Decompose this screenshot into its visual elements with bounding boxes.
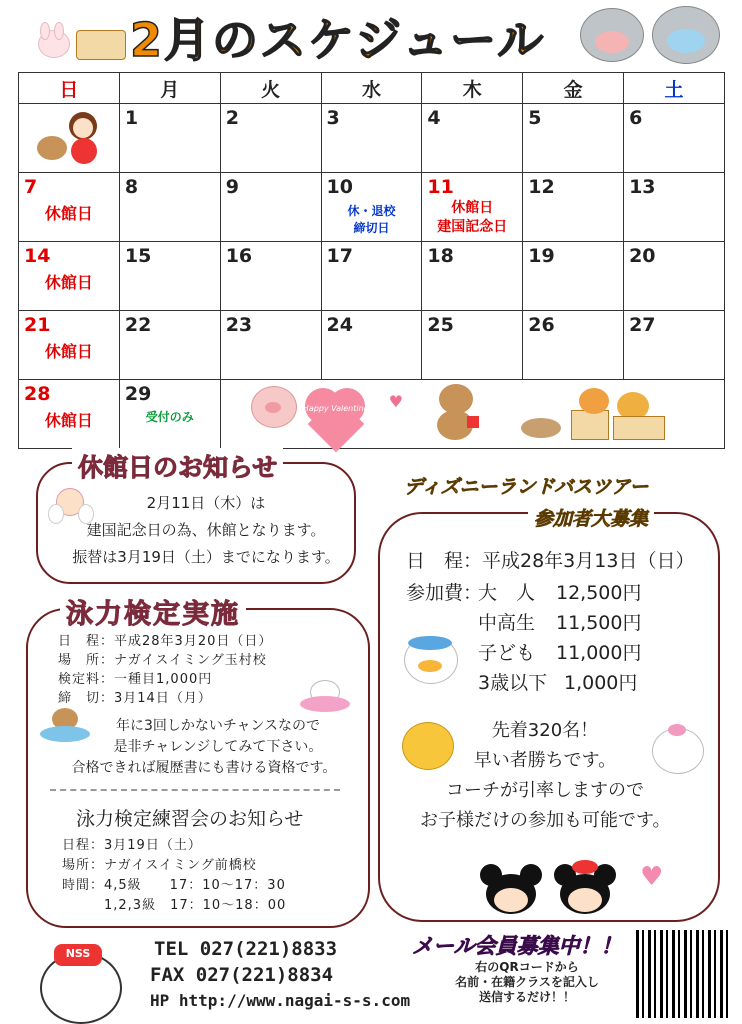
mail-line: 名前・在籍クラスを記入し — [455, 975, 599, 989]
page-title: 2月のスケジュール — [130, 13, 546, 67]
disney-heading-2: 参加者大募集 — [528, 504, 654, 531]
weekday-sun: 日 — [19, 73, 120, 104]
calendar-cell — [220, 173, 321, 242]
small-hearts-icon: ♥ — [388, 392, 404, 411]
fee-row — [478, 668, 641, 698]
day-number: 6 — [629, 107, 643, 129]
calendar-cell — [19, 173, 120, 242]
calendar-cell — [119, 311, 220, 380]
calendar-cell — [321, 104, 422, 173]
calendar-cell-empty — [19, 104, 120, 173]
calendar-cell — [624, 104, 725, 173]
message-line: 年に3回しかないチャンスなので — [115, 718, 321, 734]
weekday-tue: 火 — [220, 73, 321, 104]
row-value: ：一種目1,000円 — [100, 672, 213, 687]
calendar-cell — [624, 173, 725, 242]
message-line: 合格できれば履歴書にも書ける資格です。 — [71, 760, 337, 776]
practice-row: 場所：ナガイスイミング前橋校 — [62, 858, 257, 873]
calendar-cell — [220, 104, 321, 173]
calendar-cell — [624, 311, 725, 380]
mail-heading: メール会員募集中！！ — [412, 934, 622, 958]
dashed-divider — [50, 789, 340, 791]
row-label: 検定料 — [58, 672, 101, 687]
day-number: 15 — [124, 245, 152, 267]
calendar-cell — [422, 311, 523, 380]
demon-cloud-icon-left — [580, 8, 644, 62]
weekday-fri: 金 — [523, 73, 624, 104]
day-number: 19 — [528, 245, 555, 267]
day-number: 23 — [225, 314, 253, 336]
swim-test-row — [58, 632, 272, 651]
fee-price: 12,500円 — [556, 582, 642, 604]
calendar-cell — [19, 242, 120, 311]
disney-date: 日 程：平成28年3月13日（日） — [406, 550, 695, 572]
swim-test-row — [58, 651, 272, 670]
qr-code[interactable] — [636, 930, 732, 1018]
animals-with-boxes-illustration — [521, 388, 671, 442]
note-line: 先着320名！ — [491, 720, 599, 741]
row-label: 締 切 — [58, 691, 101, 706]
day-number: 20 — [629, 245, 656, 267]
fee-price: 1,000円 — [564, 672, 638, 694]
day-number: 29 — [124, 383, 152, 405]
mail-line: 右のQRコードから — [475, 960, 579, 974]
calendar-week — [19, 380, 725, 449]
swim-test-row — [58, 689, 272, 708]
mail-instructions — [420, 960, 634, 1005]
swim-test-message — [56, 716, 352, 779]
bear-with-gift-illustration — [433, 384, 481, 442]
closed-day-label: 休館日 — [44, 204, 93, 223]
closed-day-label: 休館日 — [44, 273, 93, 292]
calendar-cell — [220, 242, 321, 311]
withdrawal-deadline-label: 休・退校 締切日 — [347, 204, 396, 235]
disney-fee-label: 参加費： — [406, 582, 483, 604]
pink-hearts-icon: ♥ — [640, 862, 664, 892]
holiday-label: 休館日 建国記念日 — [437, 200, 508, 235]
weekday-wed: 水 — [321, 73, 422, 104]
calendar-cell — [19, 380, 120, 449]
closed-day-label: 休館日 — [44, 411, 93, 430]
disney-heading-1: ディズニーランドバスツアー — [404, 476, 649, 498]
contact-info — [150, 936, 410, 1014]
calendar-week — [19, 173, 725, 242]
minnie-tsum-illustration — [554, 860, 616, 916]
day-number: 7 — [24, 176, 38, 198]
weekday-sat: 土 — [624, 73, 725, 104]
closure-notice-heading: 休館日のお知らせ — [72, 448, 283, 484]
fee-who: 大 人 — [478, 582, 536, 604]
closure-notice-line: 2月11日（木）は — [146, 494, 266, 512]
day-number: 21 — [24, 314, 51, 336]
day-number: 12 — [528, 176, 555, 198]
donald-tsum-illustration — [404, 636, 456, 684]
closure-notice-text — [64, 490, 348, 571]
tel-number: TEL 027(221)8833 — [154, 938, 338, 960]
swim-test-details — [58, 632, 272, 708]
note-line: お子様だけの参加も可能です。 — [420, 810, 671, 831]
calendar-cell — [119, 242, 220, 311]
calendar-cell — [119, 104, 220, 173]
mickey-tsum-illustration — [480, 864, 542, 916]
weekday-mon: 月 — [119, 73, 220, 104]
calendar-week — [19, 242, 725, 311]
calendar-week — [19, 104, 725, 173]
day-number: 11 — [427, 176, 454, 198]
day-number: 17 — [326, 245, 353, 267]
message-line: 是非チャレンジしてみて下さい。 — [113, 739, 323, 755]
swim-test-row — [58, 670, 272, 689]
calendar-week — [19, 311, 725, 380]
practice-heading: 泳力検定練習会のお知らせ — [76, 808, 304, 830]
day-number: 27 — [629, 314, 656, 336]
day-number: 8 — [124, 176, 139, 198]
day-number: 14 — [24, 245, 51, 267]
calendar-cell — [624, 242, 725, 311]
fee-row — [478, 638, 641, 668]
calendar-cell — [119, 173, 220, 242]
closed-day-label: 休館日 — [44, 342, 93, 361]
valentine-text: Happy Valentine — [302, 404, 369, 413]
mascot-logo-text: NSS — [65, 947, 91, 960]
note-line: コーチが引率しますので — [446, 780, 644, 801]
day-number: 22 — [124, 314, 152, 336]
row-label: 場 所 — [58, 653, 101, 668]
day-number: 1 — [124, 107, 139, 129]
calendar-cell — [422, 104, 523, 173]
day-number: 25 — [427, 314, 454, 336]
calendar-cell — [422, 242, 523, 311]
calendar-cell — [119, 380, 220, 449]
row-value: ：平成28年3月20日（日） — [100, 634, 273, 649]
practice-row: 日程：3月19日（土） — [62, 838, 202, 853]
fee-who: 子ども — [478, 642, 536, 664]
homepage-link[interactable]: HP http://www.nagai-s-s.com — [150, 991, 411, 1010]
pig-illustration — [251, 386, 295, 438]
closure-notice-line: 建国記念日の為、休館となります。 — [86, 521, 326, 539]
day-number: 16 — [225, 245, 253, 267]
calendar-cell — [321, 242, 422, 311]
rabbit-float-illustration — [300, 680, 350, 714]
day-number: 3 — [326, 107, 340, 129]
note-line: 早い者勝ちです。 — [473, 750, 617, 771]
calendar-table — [18, 72, 725, 449]
calendar-cell — [523, 311, 624, 380]
calendar-cell — [523, 242, 624, 311]
valentine-decoration-cell — [220, 380, 724, 449]
fee-who: 3歳以下 — [478, 672, 548, 694]
fee-row — [478, 608, 641, 638]
calendar-cell — [220, 311, 321, 380]
calendar-cell — [523, 173, 624, 242]
demon-cloud-icon-right — [652, 6, 720, 64]
fee-price: 11,000円 — [556, 642, 642, 664]
reception-only-label: 受付のみ — [145, 410, 194, 424]
fee-who: 中高生 — [478, 612, 536, 634]
practice-details — [62, 836, 286, 916]
swim-test-heading: 泳力検定実施 — [60, 592, 246, 631]
day-number: 5 — [528, 107, 542, 129]
day-number: 10 — [326, 176, 353, 198]
row-label: 日 程 — [58, 634, 101, 649]
weekday-thu: 木 — [422, 73, 523, 104]
girl-and-dog-illustration — [33, 112, 105, 168]
fee-price: 11,500円 — [556, 612, 642, 634]
practice-row: 1,2,3級 17：10～18：00 — [62, 898, 287, 913]
day-number: 13 — [629, 176, 656, 198]
calendar-cell — [422, 173, 523, 242]
day-number: 18 — [427, 245, 454, 267]
mascot-logo — [40, 944, 118, 1020]
practice-row: 時間：4,5級 17：10～17：30 — [62, 878, 286, 893]
disney-fee-table — [478, 578, 641, 698]
closure-notice-line: 振替は3月19日（土）までになります。 — [72, 548, 340, 566]
calendar-cell — [321, 311, 422, 380]
day-number: 28 — [24, 383, 51, 405]
heart-icon — [301, 384, 371, 440]
row-value: ：3月14日（月） — [100, 691, 212, 706]
weekday-header-row — [19, 73, 725, 104]
day-number: 24 — [326, 314, 353, 336]
day-number: 26 — [528, 314, 555, 336]
day-number: 4 — [427, 107, 441, 129]
day-number: 9 — [225, 176, 239, 198]
day-number: 2 — [225, 107, 239, 129]
row-value: ：ナガイスイミング玉村校 — [100, 653, 267, 668]
fax-number: FAX 027(221)8834 — [150, 964, 334, 986]
mail-line: 送信するだけ！！ — [478, 990, 575, 1004]
food-box-illustration — [76, 30, 126, 60]
calendar-cell — [523, 104, 624, 173]
disney-notes — [420, 716, 670, 836]
calendar-cell — [321, 173, 422, 242]
rabbit-illustration — [30, 22, 74, 58]
calendar-cell — [19, 311, 120, 380]
fee-row — [478, 578, 641, 608]
